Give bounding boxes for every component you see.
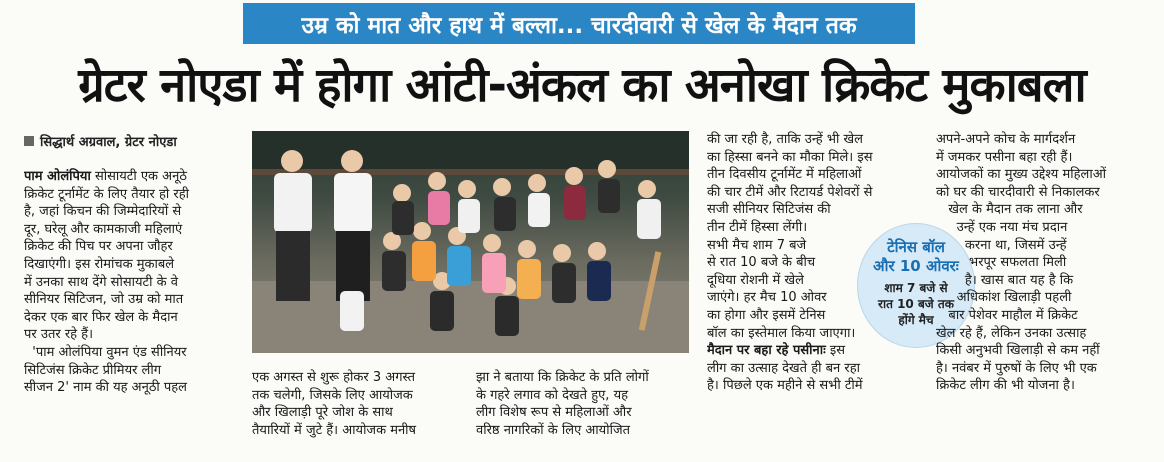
- article-line: से रात 10 बजे के बीच: [707, 255, 816, 271]
- article-line: दूर, घरेलू और कामकाजी महिलाएं: [24, 221, 183, 237]
- article-line: अपने-अपने कोच के मार्गदर्शन: [936, 132, 1076, 147]
- article-line: वरिष्ठ नागरिकों के लिए आयोजित: [476, 422, 631, 438]
- article-line: लीग विशेष रूप से महिलाओं और: [476, 405, 632, 421]
- article-line: की चार टीमें और रिटायर्ड पेशेवरों से: [707, 184, 873, 200]
- callout-body-1: शाम 7 बजे से: [884, 281, 948, 295]
- article-line: है। पिछले एक महीने से सभी टीमें: [707, 378, 863, 394]
- headline: ग्रेटर नोएडा में होगा आंटी-अंकल का अनोखा क्रिकेट मुकाबला: [78, 58, 1086, 113]
- article-line: क्रिकेट टूर्नामेंट के लिए तैयार हो रही: [24, 186, 189, 202]
- article-line: करना था, जिसमें उन्हें: [936, 237, 1067, 253]
- article-line: है। खास बात यह है कि: [936, 272, 1074, 288]
- article-line: सजी सीनियर सिटिजंस की: [707, 202, 831, 218]
- byline-square-icon: [24, 136, 34, 146]
- article-column-3: [476, 369, 691, 439]
- lead-word: पाम ओलंपिया: [24, 169, 91, 184]
- article-line: पाम ओलंपिया सोसायटी एक अनूठे: [24, 169, 187, 184]
- callout-title-1: टेनिस बॉल: [887, 238, 945, 256]
- article-line: सभी मैच शाम 7 बजे: [707, 237, 807, 253]
- article-line: एक अगस्त से शुरू होकर 3 अगस्त: [252, 370, 415, 385]
- article-line: है। नवंबर में पुरुषों के लिए भी एक: [936, 360, 1097, 376]
- article-line: भरपूर सफलता मिली: [936, 255, 1067, 271]
- article-line: तीन दिवसीय टूर्नामेंट में महिलाओं: [707, 167, 862, 183]
- article-line: क्रिकेट की पिच पर अपना जौहर: [24, 239, 173, 255]
- article-line: देकर एक बार फिर खेल के मैदान: [24, 309, 178, 325]
- article-line: सीजन 2' नाम की यह अनूठी पहल: [24, 380, 187, 396]
- article-line: सिटिजंस क्रिकेट प्रीमियर लीग: [24, 362, 162, 378]
- group-photo: [252, 131, 689, 353]
- article-line: दूधिया रोशनी में खेले: [707, 272, 804, 288]
- article-line: खेल रहे हैं, लेकिन उनका उत्साह: [936, 325, 1087, 341]
- article-line: बार पेशेवर माहौल में क्रिकेट: [936, 307, 1078, 323]
- article-column-2: [252, 369, 462, 439]
- subhead: मैदान पर बहा रहे पसीनाः: [707, 343, 826, 359]
- article-line: आयोजकों का मुख्य उद्देश्य महिलाओं: [936, 167, 1106, 183]
- article-line: खेल के मैदान तक लाना और: [936, 202, 1083, 218]
- article-line: 'पाम ओलंपिया वुमन एंड सीनियर: [24, 344, 187, 360]
- byline: [24, 132, 177, 150]
- article-column-1: [24, 168, 244, 397]
- article-line: और खिलाड़ी पूरे जोश के साथ: [252, 405, 393, 421]
- article-line: पर उतर रहे हैं।: [24, 327, 93, 343]
- article-line: जाएंगे। हर मैच 10 ओवर: [707, 290, 827, 306]
- article-line: उन्हें एक नया मंच प्रदान: [936, 219, 1068, 235]
- article-line: में उनका साथ देंगे सोसायटी के वे: [24, 274, 178, 290]
- article-line: अधिकांश खिलाड़ी पहली: [936, 290, 1072, 306]
- article-line: झा ने बताया कि क्रिकेट के प्रति लोगों: [476, 370, 649, 385]
- article-line: लीग का उत्साह देखते ही बन रहा: [707, 360, 860, 376]
- callout-body-3: होंगे मैच: [898, 313, 934, 327]
- kicker-banner: उम्र को मात और हाथ में बल्ला... चारदीवारी से खेल के मैदान तक: [243, 3, 915, 44]
- byline-text: सिद्धार्थ अग्रवाल, ग्रेटर नोएडा: [40, 135, 177, 150]
- group-photo-illustration: [252, 131, 689, 353]
- article-line: तीन टीमें हिस्सा लेंगी।: [707, 219, 808, 235]
- article-line: मैदान पर बहा रहे पसीनाः इस: [707, 343, 846, 359]
- article-line: का होगा और इसमें टेनिस: [707, 307, 826, 323]
- article-line: तक चलेगी, जिसके लिए आयोजक: [252, 387, 413, 403]
- article-line: तैयारियों में जुटे हैं। आयोजक मनीष: [252, 422, 417, 438]
- article-line: बॉल का इस्तेमाल किया जाएगा।: [707, 325, 856, 341]
- article-line: दिखाएंगी। इस रोमांचक मुकाबले: [24, 256, 175, 272]
- callout-title-2: और 10 ओवरः: [873, 257, 959, 275]
- article-line: किसी अनुभवी खिलाड़ी से कम नहीं: [936, 343, 1100, 359]
- article-line: के गहरे लगाव को देखते हुए, यह: [476, 387, 629, 403]
- article-column-5: [936, 131, 1156, 395]
- article-line: का हिस्सा बनने का मौका मिले। इस: [707, 149, 873, 165]
- article-line: में जमकर पसीना बहा रही हैं।: [936, 149, 1073, 165]
- callout-body-2: रात 10 बजे तक: [878, 297, 954, 311]
- article-line: क्रिकेट लीग की भी योजना है।: [936, 378, 1075, 394]
- article-line: की जा रही है, ताकि उन्हें भी खेल: [707, 132, 863, 147]
- article-line: को घर की चारदीवारी से निकालकर: [936, 184, 1100, 200]
- article-line: है, जहां किचन की जिम्मेदारियों से: [24, 204, 182, 220]
- article-line: सीनियर सिटिजन, जो उम्र को मात: [24, 292, 184, 308]
